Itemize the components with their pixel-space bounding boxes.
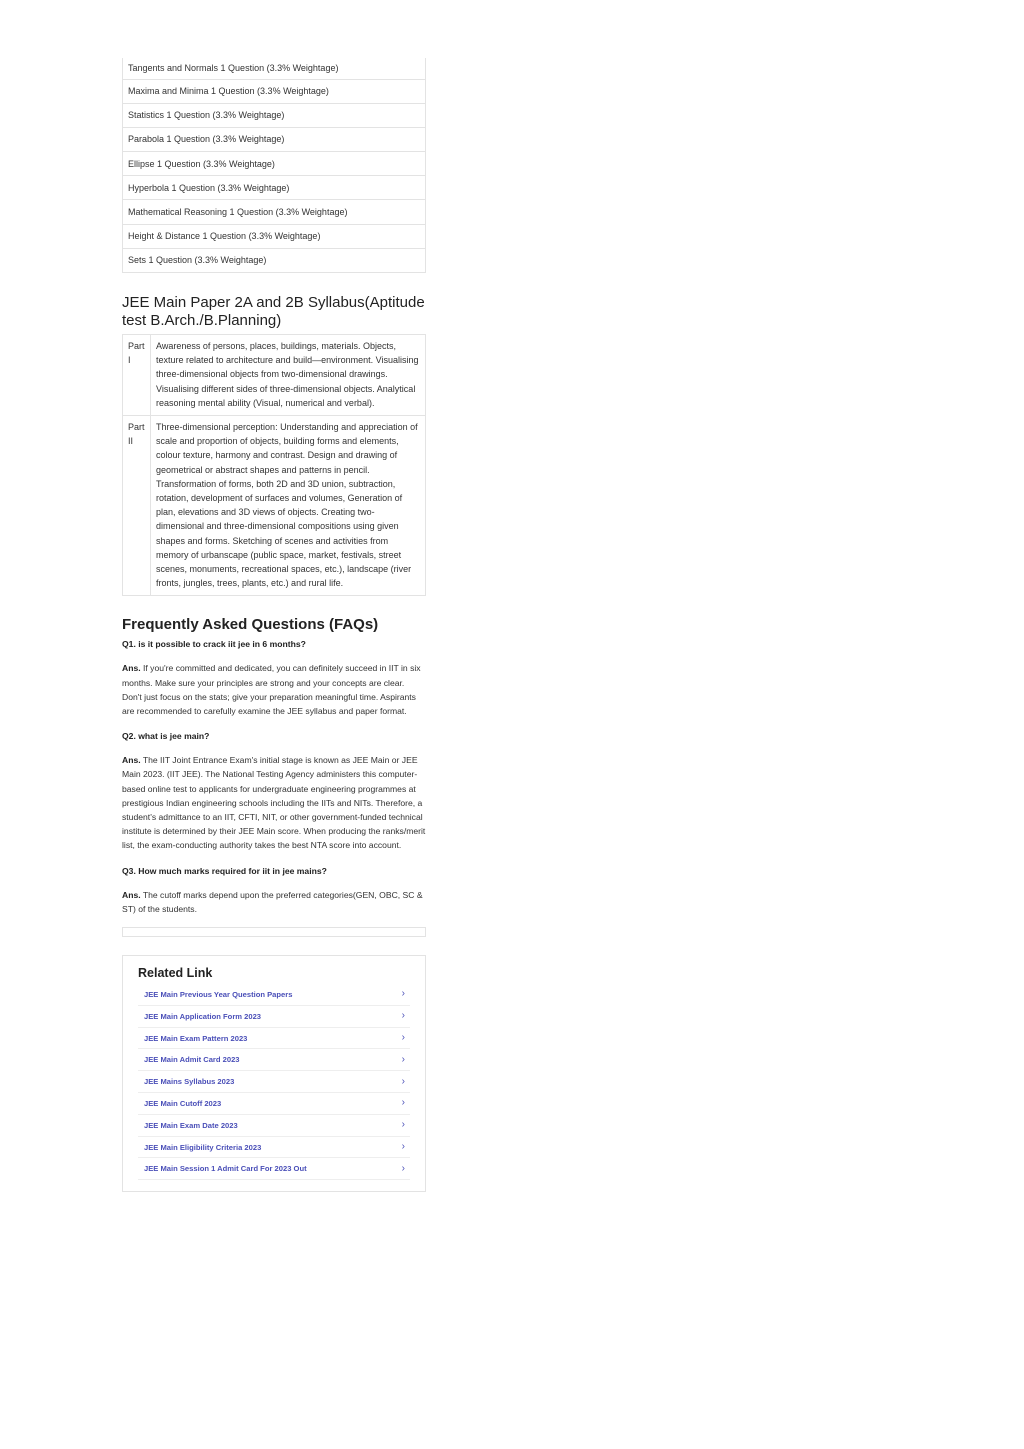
chevron-right-icon: › bbox=[401, 1097, 405, 1109]
table-cell: Height & Distance 1 Question (3.3% Weightage) bbox=[123, 224, 426, 248]
faq-answer bbox=[122, 661, 426, 718]
part-label: Part I bbox=[123, 335, 151, 416]
faq-answer bbox=[122, 753, 426, 852]
related-link-label[interactable]: JEE Main Exam Pattern 2023 bbox=[144, 1033, 248, 1043]
chevron-right-icon: › bbox=[401, 988, 405, 1000]
table-cell: Sets 1 Question (3.3% Weightage) bbox=[123, 248, 426, 272]
table-row bbox=[123, 200, 426, 224]
table-row bbox=[123, 224, 426, 248]
table-cell: Tangents and Normals 1 Question (3.3% Weightage) bbox=[123, 58, 426, 79]
table-row bbox=[123, 58, 426, 79]
table-cell: Mathematical Reasoning 1 Question (3.3% Weightage) bbox=[123, 200, 426, 224]
table-row bbox=[123, 103, 426, 127]
table-row bbox=[123, 335, 426, 416]
content-column bbox=[122, 58, 426, 1192]
answer-prefix: Ans. bbox=[122, 755, 141, 766]
faq-question: Q1. is it possible to crack iit jee in 6 months? bbox=[122, 639, 306, 650]
faq-item bbox=[122, 637, 426, 718]
part-label: Part II bbox=[123, 416, 151, 596]
answer-text: If you're committed and dedicated, you can definitely succeed in IIT in six months. Make sure your principles are strong and your concepts are clear. Don't just focus on the stats; give your preparation meaningful time. Aspirants are recommended to carefully examine the JEE syllabus and paper format. bbox=[122, 663, 421, 717]
related-link-label[interactable]: JEE Main Exam Date 2023 bbox=[144, 1120, 238, 1130]
related-link-label[interactable]: JEE Main Session 1 Admit Card For 2023 Out bbox=[144, 1164, 307, 1174]
related-link-label[interactable]: JEE Main Admit Card 2023 bbox=[144, 1055, 240, 1065]
table-row bbox=[123, 416, 426, 596]
related-link[interactable] bbox=[138, 1028, 410, 1050]
faq-question: Q3. How much marks required for iit in jee mains? bbox=[122, 865, 327, 876]
related-link[interactable] bbox=[138, 984, 410, 1006]
related-link-label[interactable]: JEE Main Application Form 2023 bbox=[144, 1011, 262, 1021]
chevron-right-icon: › bbox=[401, 1032, 405, 1044]
answer-text: The cutoff marks depend upon the preferred categories(GEN, OBC, SC & ST) of the students. bbox=[122, 889, 423, 914]
related-link-label[interactable]: JEE Main Eligibility Criteria 2023 bbox=[144, 1142, 262, 1152]
answer-text: The IIT Joint Entrance Exam's initial stage is known as JEE Main or JEE Main 2023. (IIT JEE). The National Testing Agency administers this computer-based online test to applicants for undergraduate engineering programmes at prestigious Indian engineering schools including the IITs and NITs. Therefore, a student's admittance to an IIT, CFTI, NIT, or other government-funded technical institute is determined by their JEE Main score. When producing the ranks/merit list, the exam-conducting authority takes the best NTA score into account. bbox=[122, 755, 426, 851]
table-row bbox=[123, 127, 426, 151]
related-link[interactable] bbox=[138, 1137, 410, 1159]
table-row bbox=[123, 152, 426, 176]
related-link-label[interactable]: JEE Main Previous Year Question Papers bbox=[144, 989, 293, 999]
related-link-label[interactable]: JEE Main Cutoff 2023 bbox=[144, 1098, 222, 1108]
table-cell: Hyperbola 1 Question (3.3% Weightage) bbox=[123, 176, 426, 200]
table-row bbox=[123, 79, 426, 103]
faq-heading: Frequently Asked Questions (FAQs) bbox=[122, 616, 379, 634]
chevron-right-icon: › bbox=[401, 1075, 405, 1087]
chevron-right-icon: › bbox=[401, 1053, 405, 1065]
weightage-table bbox=[122, 58, 426, 273]
faq-answer bbox=[122, 888, 426, 916]
table-cell: Parabola 1 Question (3.3% Weightage) bbox=[123, 127, 426, 151]
answer-prefix: Ans. bbox=[122, 889, 141, 900]
related-link[interactable] bbox=[138, 1093, 410, 1115]
related-link[interactable] bbox=[138, 1006, 410, 1028]
part-description: Awareness of persons, places, buildings, materials. Objects, texture related to architecture and build—environment. Visualising three-dimensional objects from two-dimensional drawings. Visualising different sides of three-dimensional objects. Analytical reasoning mental ability (Visual, numerical and verbal). bbox=[151, 335, 426, 416]
table-row bbox=[123, 176, 426, 200]
chevron-right-icon: › bbox=[401, 1162, 405, 1174]
related-links-title: Related Link bbox=[138, 966, 213, 981]
related-link[interactable] bbox=[138, 1158, 410, 1180]
related-links-box bbox=[122, 955, 426, 1192]
syllabus-table bbox=[122, 334, 426, 596]
table-cell: Ellipse 1 Question (3.3% Weightage) bbox=[123, 152, 426, 176]
chevron-right-icon: › bbox=[401, 1141, 405, 1153]
syllabus-heading: JEE Main Paper 2A and 2B Syllabus(Aptitude test B.Arch./B.Planning) bbox=[122, 294, 425, 329]
table-cell: Maxima and Minima 1 Question (3.3% Weightage) bbox=[123, 79, 426, 103]
table-cell: Statistics 1 Question (3.3% Weightage) bbox=[123, 103, 426, 127]
faq-item bbox=[122, 864, 426, 916]
related-link[interactable] bbox=[138, 1115, 410, 1137]
related-link[interactable] bbox=[138, 1071, 410, 1093]
table-row bbox=[123, 248, 426, 272]
related-link[interactable] bbox=[138, 1049, 410, 1071]
chevron-right-icon: › bbox=[401, 1010, 405, 1022]
related-link-label[interactable]: JEE Mains Syllabus 2023 bbox=[144, 1077, 235, 1087]
chevron-right-icon: › bbox=[401, 1119, 405, 1131]
faq-item bbox=[122, 729, 426, 852]
faq-question: Q2. what is jee main? bbox=[122, 731, 210, 742]
part-description: Three-dimensional perception: Understanding and appreciation of scale and proportion of objects, building forms and elements, colour texture, harmony and contrast. Design and drawing of geometrical or abstract shapes and patterns in pencil. Transformation of forms, both 2D and 3D union, subtraction, rotation, development of surfaces and volumes, Generation of plan, elevations and 3D views of objects. Creating two-dimensional and three-dimensional compositions using given shapes and forms. Sketching of scenes and activities from memory of urbanscape (public space, market, festivals, street scenes, monuments, recreational spaces, etc.), landscape (river fronts, jungles, trees, plants, etc.) and rural life. bbox=[151, 416, 426, 596]
answer-prefix: Ans. bbox=[122, 663, 141, 674]
empty-box bbox=[122, 927, 426, 937]
